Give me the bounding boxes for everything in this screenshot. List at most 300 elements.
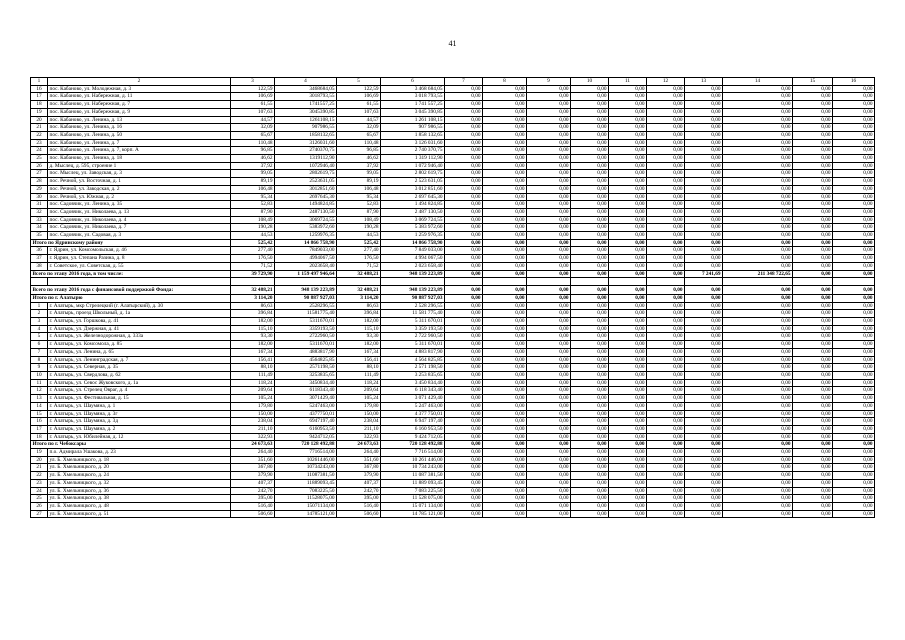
empty-cell <box>833 278 875 286</box>
value-cell: 0,00 <box>793 395 833 403</box>
value-cell: 0,00 <box>527 410 571 418</box>
value-cell: 0,00 <box>685 310 723 318</box>
value-cell: 0,00 <box>685 402 723 410</box>
value-cell: 0,00 <box>571 356 609 364</box>
summary-row <box>31 294 875 302</box>
value-cell: 0,00 <box>483 341 527 349</box>
value-cell: 182,00 <box>231 318 275 326</box>
value-cell: 0,00 <box>833 379 875 387</box>
value-cell: 0,00 <box>685 193 723 201</box>
value-cell: 11 581 775,40 <box>381 310 445 318</box>
value-cell: 1261108,15 <box>275 116 337 124</box>
value-cell: 0,00 <box>445 285 483 294</box>
row-index: 28 <box>31 178 48 186</box>
value-cell: 0,00 <box>483 333 527 341</box>
value-cell: 3359193,50 <box>275 325 337 333</box>
value-cell: 46,62 <box>231 155 275 163</box>
value-cell: 0,00 <box>527 239 571 247</box>
value-cell: 264,40 <box>231 449 275 457</box>
value-cell: 0,00 <box>793 325 833 333</box>
value-cell: 0,00 <box>483 124 527 132</box>
value-cell: 118,24 <box>337 379 381 387</box>
value-cell: 0,00 <box>647 185 685 193</box>
value-cell: 0,00 <box>527 356 571 364</box>
value-cell: 0,00 <box>833 348 875 356</box>
address-cell: д. Мыслец, д. 595, строение 1 <box>48 162 231 170</box>
value-cell: 0,00 <box>571 232 609 240</box>
value-cell: 0,00 <box>609 262 647 270</box>
value-cell: 7083225,50 <box>275 487 337 495</box>
value-cell: 0,00 <box>527 456 571 464</box>
value-cell: 0,00 <box>647 395 685 403</box>
value-cell: 0,00 <box>833 341 875 349</box>
value-cell: 0,00 <box>647 216 685 224</box>
value-cell: 37,92 <box>231 162 275 170</box>
value-cell: 0,00 <box>483 232 527 240</box>
value-cell: 0,00 <box>685 302 723 310</box>
value-cell: 0,00 <box>793 85 833 93</box>
value-cell: 0,00 <box>647 85 685 93</box>
value-cell: 1 494 824,85 <box>381 201 445 209</box>
value-cell: 0,00 <box>609 325 647 333</box>
value-cell: 118,24 <box>231 379 275 387</box>
row-index: 24 <box>31 487 48 495</box>
value-cell: 0,00 <box>571 93 609 101</box>
summary-label: Итого по Ядринскому району <box>31 239 231 247</box>
value-cell: 0,00 <box>647 239 685 247</box>
value-cell: 0,00 <box>833 456 875 464</box>
value-cell: 0,00 <box>483 310 527 318</box>
row-index: 9 <box>31 364 48 372</box>
value-cell: 0,00 <box>609 216 647 224</box>
value-cell: 0,00 <box>609 162 647 170</box>
value-cell: 0,00 <box>793 232 833 240</box>
empty-cell <box>275 278 337 286</box>
value-cell: 0,00 <box>571 216 609 224</box>
table-header-row <box>31 78 875 86</box>
row-index: 17 <box>31 425 48 433</box>
row-index: 32 <box>31 208 48 216</box>
value-cell: 1 259 976,35 <box>381 232 445 240</box>
row-index: 3 <box>31 318 48 326</box>
value-cell: 0,00 <box>571 387 609 395</box>
value-cell: 0,00 <box>571 395 609 403</box>
value-cell: 108,49 <box>231 216 275 224</box>
value-cell: 0,00 <box>685 208 723 216</box>
value-cell: 0,00 <box>609 441 647 449</box>
value-cell: 0,00 <box>571 294 609 302</box>
value-cell: 0,00 <box>527 185 571 193</box>
value-cell: 0,00 <box>609 93 647 101</box>
value-cell: 0,00 <box>483 93 527 101</box>
value-cell: 0,00 <box>571 139 609 147</box>
value-cell: 0,00 <box>571 325 609 333</box>
table-row <box>31 224 875 232</box>
value-cell: 0,00 <box>833 502 875 510</box>
value-cell: 0,00 <box>445 348 483 356</box>
empty-cell <box>647 278 685 286</box>
value-cell: 0,00 <box>723 139 793 147</box>
value-cell: 179,80 <box>337 402 381 410</box>
value-cell: 0,00 <box>571 270 609 278</box>
value-cell: 105,24 <box>337 395 381 403</box>
column-header: 1 <box>31 78 48 86</box>
value-cell: 0,00 <box>833 333 875 341</box>
row-index: 24 <box>31 147 48 155</box>
value-cell: 0,00 <box>609 510 647 518</box>
value-cell: 0,00 <box>445 294 483 302</box>
table-row <box>31 147 875 155</box>
value-cell: 948 139 223,89 <box>381 285 445 294</box>
value-cell: 2 487 130,50 <box>381 208 445 216</box>
row-index: 38 <box>31 262 48 270</box>
value-cell: 0,00 <box>445 379 483 387</box>
value-cell: 0,00 <box>445 239 483 247</box>
value-cell: 0,00 <box>793 294 833 302</box>
value-cell: 0,00 <box>647 124 685 132</box>
value-cell: 107,63 <box>337 108 381 116</box>
value-cell: 506,60 <box>231 510 275 518</box>
value-cell: 0,00 <box>647 247 685 255</box>
value-cell: 0,00 <box>527 379 571 387</box>
value-cell: 5247463,00 <box>275 402 337 410</box>
value-cell: 2528296,55 <box>275 302 337 310</box>
value-cell: 87,90 <box>231 208 275 216</box>
value-cell: 0,00 <box>647 101 685 109</box>
value-cell: 0,00 <box>723 356 793 364</box>
value-cell: 0,00 <box>647 325 685 333</box>
value-cell: 6947197,40 <box>275 418 337 426</box>
value-cell: 0,00 <box>833 325 875 333</box>
value-cell: 0,00 <box>793 201 833 209</box>
value-cell: 0,00 <box>647 255 685 263</box>
table-row <box>31 472 875 480</box>
value-cell: 0,00 <box>445 93 483 101</box>
address-cell: г. Алатырь, ул. Шаумяна, д. 3г <box>48 410 231 418</box>
value-cell: 0,00 <box>793 239 833 247</box>
row-index: 21 <box>31 124 48 132</box>
value-cell: 0,00 <box>793 224 833 232</box>
table-row <box>31 433 875 441</box>
value-cell: 0,00 <box>483 247 527 255</box>
address-cell: пос. Мыслец, ул. Заводская, д. 3 <box>48 170 231 178</box>
value-cell: 0,00 <box>527 147 571 155</box>
value-cell: 1319112,90 <box>275 155 337 163</box>
value-cell: 0,00 <box>445 487 483 495</box>
empty-cell <box>445 278 483 286</box>
table-row <box>31 372 875 380</box>
value-cell: 0,00 <box>609 318 647 326</box>
value-cell: 0,00 <box>685 418 723 426</box>
value-cell: 0,00 <box>527 85 571 93</box>
row-index: 36 <box>31 247 48 255</box>
value-cell: 176,50 <box>337 255 381 263</box>
value-cell: 1 261 108,15 <box>381 116 445 124</box>
value-cell: 0,00 <box>483 85 527 93</box>
value-cell: 0,00 <box>833 510 875 518</box>
row-index: 25 <box>31 495 48 503</box>
table-row <box>31 395 875 403</box>
value-cell: 0,00 <box>527 193 571 201</box>
value-cell: 525,42 <box>337 239 381 247</box>
value-cell: 0,00 <box>527 232 571 240</box>
value-cell: 3 450 834,40 <box>381 379 445 387</box>
table-row <box>31 139 875 147</box>
value-cell: 14 866 758,90 <box>275 239 337 247</box>
value-cell: 0,00 <box>609 193 647 201</box>
value-cell: 0,00 <box>527 201 571 209</box>
address-cell: ул. Б. Хмельницкого, д. 18 <box>48 456 231 464</box>
value-cell: 0,00 <box>833 433 875 441</box>
value-cell: 0,00 <box>527 116 571 124</box>
value-cell: 0,00 <box>723 294 793 302</box>
value-cell: 0,00 <box>527 139 571 147</box>
value-cell: 0,00 <box>527 155 571 163</box>
table-row <box>31 124 875 132</box>
value-cell: 106,48 <box>231 185 275 193</box>
table-row <box>31 333 875 341</box>
value-cell: 0,00 <box>833 310 875 318</box>
value-cell: 407,37 <box>231 479 275 487</box>
value-cell: 238,04 <box>231 418 275 426</box>
value-cell: 0,00 <box>793 162 833 170</box>
value-cell: 0,00 <box>571 155 609 163</box>
address-cell: ул. Б. Хмельницкого, д. 38 <box>48 495 231 503</box>
value-cell: 10 734 243,00 <box>381 464 445 472</box>
value-cell: 0,00 <box>793 116 833 124</box>
value-cell: 0,00 <box>647 433 685 441</box>
value-cell: 0,00 <box>647 479 685 487</box>
value-cell: 0,00 <box>571 185 609 193</box>
value-cell: 0,00 <box>445 85 483 93</box>
value-cell: 190,28 <box>231 224 275 232</box>
value-cell: 0,00 <box>445 131 483 139</box>
value-cell: 209,64 <box>337 387 381 395</box>
value-cell: 351,60 <box>337 456 381 464</box>
value-cell: 9424712,05 <box>275 433 337 441</box>
value-cell: 0,00 <box>723 464 793 472</box>
value-cell: 0,00 <box>445 441 483 449</box>
value-cell: 5383972,60 <box>275 224 337 232</box>
value-cell: 7 849 033,00 <box>381 247 445 255</box>
address-cell: г. Алатырь, ул. Свердлова, д. 62 <box>48 372 231 380</box>
table-row <box>31 262 875 270</box>
row-index: 22 <box>31 472 48 480</box>
value-cell: 0,00 <box>609 155 647 163</box>
row-index: 4 <box>31 325 48 333</box>
value-cell: 32,09 <box>337 124 381 132</box>
value-cell: 0,00 <box>609 247 647 255</box>
value-cell: 1072946,40 <box>275 162 337 170</box>
value-cell: 0,00 <box>793 425 833 433</box>
value-cell: 122,59 <box>337 85 381 93</box>
value-cell: 0,00 <box>445 502 483 510</box>
value-cell: 44,57 <box>231 116 275 124</box>
value-cell: 0,00 <box>445 247 483 255</box>
value-cell: 0,00 <box>685 262 723 270</box>
empty-cell <box>381 278 445 286</box>
value-cell: 0,00 <box>723 456 793 464</box>
row-index: 21 <box>31 464 48 472</box>
value-cell: 0,00 <box>527 101 571 109</box>
address-cell: г. Алатырь, ул. Ленинградская, д. 7 <box>48 356 231 364</box>
table-row <box>31 364 875 372</box>
value-cell: 0,00 <box>793 502 833 510</box>
value-cell: 0,00 <box>647 456 685 464</box>
value-cell: 6 947 197,40 <box>381 418 445 426</box>
value-cell: 0,00 <box>609 402 647 410</box>
value-cell: 0,00 <box>445 232 483 240</box>
summary-label: Всего по этапу 2016 года с финансовой поддержкой Фонда: <box>31 285 231 294</box>
table-row <box>31 341 875 349</box>
value-cell: 0,00 <box>793 341 833 349</box>
address-cell: ул. Б. Хмельницкого, д. 32 <box>48 479 231 487</box>
value-cell: 0,00 <box>685 433 723 441</box>
value-cell: 0,00 <box>445 372 483 380</box>
value-cell: 0,00 <box>647 449 685 457</box>
value-cell: 516,40 <box>231 502 275 510</box>
value-cell: 11889093,45 <box>275 479 337 487</box>
row-index: 29 <box>31 185 48 193</box>
value-cell: 2 722 960,50 <box>381 333 445 341</box>
table-row <box>31 208 875 216</box>
value-cell: 0,00 <box>647 464 685 472</box>
row-index: 14 <box>31 402 48 410</box>
value-cell: 0,00 <box>723 131 793 139</box>
value-cell: 0,00 <box>571 193 609 201</box>
row-index: 25 <box>31 155 48 163</box>
value-cell: 0,00 <box>647 232 685 240</box>
table-row <box>31 193 875 201</box>
value-cell: 0,00 <box>527 487 571 495</box>
value-cell: 0,00 <box>445 433 483 441</box>
value-cell: 0,00 <box>647 131 685 139</box>
value-cell: 0,00 <box>609 101 647 109</box>
value-cell: 0,00 <box>793 356 833 364</box>
value-cell: 0,00 <box>527 425 571 433</box>
summary-label: Итого по г. Алатырю <box>31 294 231 302</box>
row-index: 11 <box>31 379 48 387</box>
value-cell: 0,00 <box>647 201 685 209</box>
table-row <box>31 310 875 318</box>
value-cell: 0,00 <box>445 472 483 480</box>
table-row <box>31 201 875 209</box>
row-index: 22 <box>31 131 48 139</box>
value-cell: 0,00 <box>609 310 647 318</box>
value-cell: 0,00 <box>571 262 609 270</box>
value-cell: 0,00 <box>483 441 527 449</box>
value-cell: 0,00 <box>647 402 685 410</box>
value-cell: 0,00 <box>483 410 527 418</box>
value-cell: 0,00 <box>793 487 833 495</box>
address-cell: г. Алатырь, ул. Северная, д. 35 <box>48 364 231 372</box>
row-index: 23 <box>31 479 48 487</box>
column-header: 13 <box>685 78 723 86</box>
value-cell: 0,00 <box>647 502 685 510</box>
value-cell: 105,24 <box>231 395 275 403</box>
value-cell: 0,00 <box>685 85 723 93</box>
value-cell: 0,00 <box>793 318 833 326</box>
value-cell: 0,00 <box>609 449 647 457</box>
value-cell: 14 866 758,90 <box>381 239 445 247</box>
value-cell: 0,00 <box>723 479 793 487</box>
value-cell: 0,00 <box>483 147 527 155</box>
column-header: 12 <box>647 78 685 86</box>
row-index: 23 <box>31 139 48 147</box>
value-cell: 11 087 381,50 <box>381 472 445 480</box>
value-cell: 190,28 <box>337 224 381 232</box>
value-cell: 0,00 <box>445 147 483 155</box>
value-cell: 0,00 <box>647 147 685 155</box>
value-cell: 0,00 <box>483 348 527 356</box>
value-cell: 0,00 <box>571 510 609 518</box>
value-cell: 0,00 <box>833 449 875 457</box>
value-cell: 0,00 <box>527 510 571 518</box>
value-cell: 0,00 <box>571 108 609 116</box>
value-cell: 0,00 <box>647 379 685 387</box>
value-cell: 0,00 <box>647 162 685 170</box>
value-cell: 3 359 193,50 <box>381 325 445 333</box>
value-cell: 0,00 <box>483 302 527 310</box>
value-cell: 0,00 <box>483 487 527 495</box>
table-row <box>31 185 875 193</box>
value-cell: 0,00 <box>609 410 647 418</box>
value-cell: 0,00 <box>609 85 647 93</box>
value-cell: 0,00 <box>445 341 483 349</box>
value-cell: 0,00 <box>685 510 723 518</box>
table-row <box>31 418 875 426</box>
value-cell: 0,00 <box>833 464 875 472</box>
address-cell: пос. Кабаново, ул. Ленина, д. 13 <box>48 116 231 124</box>
value-cell: 0,00 <box>685 333 723 341</box>
value-cell: 4377750,01 <box>275 410 337 418</box>
value-cell: 0,00 <box>483 270 527 278</box>
value-cell: 0,00 <box>483 178 527 186</box>
value-cell: 0,00 <box>445 255 483 263</box>
value-cell: 0,00 <box>793 185 833 193</box>
address-cell: ул. Б. Хмельницкого, д. 24 <box>48 472 231 480</box>
address-cell: г. Ядрин, ул. Комсомольская, д. 46 <box>48 247 231 255</box>
value-cell: 3 114,20 <box>231 294 275 302</box>
value-cell: 0,00 <box>527 433 571 441</box>
value-cell: 0,00 <box>483 294 527 302</box>
table-row <box>31 449 875 457</box>
value-cell: 0,00 <box>833 185 875 193</box>
value-cell: 0,00 <box>723 379 793 387</box>
row-index: 16 <box>31 85 48 93</box>
page-number: 41 <box>448 39 457 48</box>
value-cell: 106,48 <box>337 185 381 193</box>
value-cell: 0,00 <box>647 224 685 232</box>
value-cell: 0,00 <box>571 456 609 464</box>
value-cell: 396,84 <box>337 310 381 318</box>
address-cell: пос. Кабаново, ул. Набережная, д. 7 <box>48 101 231 109</box>
value-cell: 10261446,00 <box>275 456 337 464</box>
summary-row <box>31 270 875 278</box>
value-cell: 395,00 <box>337 495 381 503</box>
value-cell: 0,00 <box>445 410 483 418</box>
value-cell: 0,00 <box>571 255 609 263</box>
value-cell: 396,84 <box>231 310 275 318</box>
value-cell: 3 253 835,65 <box>381 372 445 380</box>
value-cell: 0,00 <box>609 356 647 364</box>
table-row <box>31 155 875 163</box>
value-cell: 0,00 <box>483 387 527 395</box>
value-cell: 0,00 <box>527 310 571 318</box>
value-cell: 0,00 <box>527 372 571 380</box>
value-cell: 108,49 <box>337 216 381 224</box>
value-cell: 2 523 631,05 <box>381 178 445 186</box>
